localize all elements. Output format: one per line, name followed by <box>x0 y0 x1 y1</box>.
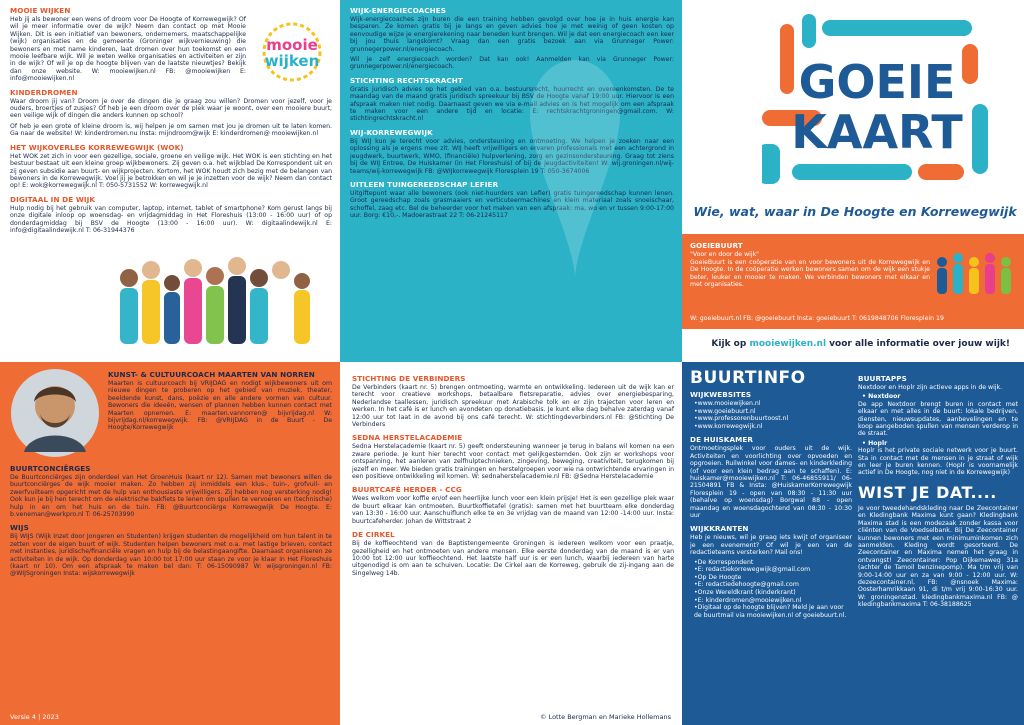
kinderdromen-text-1: Waar droom jij van? Droom je over de dingen die je graag zou willen? Dromen voor jezelf, voor je ouders, broertjes of zusjes? Of heb je een droom over de plek waar je woont, over een mooiere buurt, een veilige wijk of dingen die anders kunnen op school? <box>10 97 332 120</box>
nextdoor-label: • Nextdoor <box>862 393 901 401</box>
tuingereedschap-text: Uitgiftepunt waar alle bewoners (ook niet-huurders van Lefier) gratis tuingereedschap kunnen lenen. Groot gereedschap zoals grasmaaiers en verticuteermachines en klein materiaal zoals snoeischaar, schoffel, zaag etc. Bel de beheerder voor het maken van een afspraak: ma, wo en vr tussen 9:00-17:00 uur. Borg: €10,-. Madoerastraat 22 T: 06-21245117 <box>350 189 674 220</box>
energiecoaches-text-1: Wijk-energiecoaches zijn buren die een training hebben gevolgd over hoe je in huis energie kan besparen. Ze komen gratis bij je langs en geven advies hoe je met weinig of geen kosten op eenvoudige wijze je energierekening naar beneden kunt brengen. Wil je dat een energiecoach een keer bij jou thuis langskomt? Vraag dan een gratis bezoek aan via Grunneger Power: grunnegerpower.nl/energiecoach. <box>350 16 674 53</box>
krant-item: • Digitaal op de hoogte blijven? Meld je aan voor de buurtmail via mooiewijken.nl of goeiebuurt.nl. <box>694 604 852 619</box>
wijs-text: Bij WIJS (Wijk Inzet door Jongeren en Studenten) krijgen studenten de mogelijkheid om hun talent in te zetten voor de eigen buurt of wijk. Studenten helpen bewoners met o.a. met lastige brieven, contact met instanties, juridische/financiële vragen en hulp bij de belastingaangifte. Daarnaast organiseren ze activiteiten in de wijk. Op donderdag van 10:00 tot 17:00 uur staan ze voor je klaar in Het Floreshuis (kaart nr 10). Om een afspraak te maken bel dan: T: 06-15090987 W: wijsgroningen.nl FB: @WIJSgroningen Insta: wijskorrewegwijk <box>10 533 332 578</box>
goeie-kaart-logo <box>762 14 1002 194</box>
digitaal-text: Hulp nodig bij het gebruik van computer, laptop, internet, tablet of smartphone? Kom gerust langs bij onze digitale inloop op woensdag- en vrijdagmiddag in Het Floreshuis (13:00 - 16:00 uur) of op donderdagmiddag bij BSV de Hoogte (13:00 - 16:00 uur). W: digitaalindewijk.nl E: info@digitaalindewijk.nl T: 06-31944376 <box>10 204 332 234</box>
wijkkranten-text: Heb je nieuws, wil je graag iets kwijt of organiseer je een evenement? Of wil je een van de redactieteams versterken? Mail ons! <box>690 534 852 557</box>
goeiebuurt-box <box>682 234 1024 329</box>
sedna-text: Sedna Herstelacademie (kaart nr. 5) geeft ondersteuning wanneer je terug in balans wil komen na een zware periode. Je kunt hier terecht voor contact met gelijkgestemden. Ook zijn er workshops voor ontspanning, het aanleren van zelfhulptechnieken, zingeving, beweging, creativiteit, terugkomen bij jezelf en meer. We bieden gratis trainingen en herstelgroepen voor wie na ontwrichtende ervaringen in een positieve ontwikkeling wil komen. W: sednaherstelacademie.nl FB: @Sedna Herstelacademie <box>352 443 674 481</box>
cirkel-text: Bij de koffieochtend van de Baptistengemeente Groningen is iedereen welkom voor een praatje, gezelligheid en het ontmoeten van andere mensen. Elke eerste donderdag van de maand is er van 10:00 tot 12:00 uur koffieochtend. Het laatste half uur is er een lunch, waarbij iedereen van harte uitgenodigd is om aan te schuiven. Locatie: De Cirkel aan de Korreweg, gebruik de zij-ingang aan de Singelweg 14b. <box>352 540 674 577</box>
krant-item: • Op De Hoogte <box>694 574 852 582</box>
rechtskracht-text: Gratis juridisch advies op het gebied van o.a. bestuursrecht, huurrecht en overeenkomsten. De te maandag van de maand gratis juridisch spreekuur bij BSV de Hoogte vanaf 19:00 uur. Hiervoor is een afspraak maken niet nodig. Daarnaast geven we via e-mail advies en is het mogelijk om een afspraak te maken voor een andere tijd en locatie: E: rechtskrachtgroningen@gmail.com. W: stichtingrechtskracht.nl <box>350 85 674 123</box>
goeiebuurt-text: GoeieBuurt is een coöperatie van en voor bewoners uit de Korrewegwijk en De Hoogte. In de coöperatie werken bewoners samen om de wijk een stukje beter, leuker en mooier te maken. We verbinden bewoners met elkaar en met organisaties. <box>690 259 930 289</box>
hoplr-label-text: Hoplr <box>868 439 888 447</box>
logo-goeie: GOEIE <box>798 55 956 109</box>
nextdoor-text: De app Nextdoor brengt buren in contact met elkaar en met alles in de buurt: lokale bedrijven, diensten, nieuwsupdates, aanbevelingen en te koop aangeboden spullen van mensen verderop in de straat. <box>858 400 1018 438</box>
buurtinfo-title: BUURTINFO <box>690 368 806 388</box>
cirkel-title: DE CIRKEL <box>352 530 395 540</box>
people-group-illustration <box>932 248 1018 308</box>
logo-text-wijken: wijken <box>264 52 320 70</box>
tagline: Wie, wat, waar in De Hoogte en Korrewegwijk <box>693 204 1017 219</box>
website-link[interactable]: • www.korrewegwijk.nl <box>694 423 852 431</box>
wijkwebsites-title: WIJKWEBSITES <box>690 390 752 399</box>
buurtapps-title: BUURTAPPS <box>858 374 907 383</box>
digitaal-title: DIGITAAL IN DE WIJK <box>10 194 96 204</box>
krant-item: • E: redactiedehoogte@gmail.com <box>694 581 852 589</box>
kijk-pre: Kijk op <box>711 339 750 349</box>
wij-korrewegwijk-title: WIJ-KORREWEGWIJK <box>350 127 433 137</box>
wist-je-dat-title: WIST JE DAT.... <box>858 482 997 502</box>
mooie-wijken-logo <box>252 18 332 86</box>
buurtcafe-text: Wees welkom voor koffie en/of een heerlijke lunch voor een klein prijsje! Het is een gezellige plek waar de buurt elkaar kan ontmoeten. Buurtkoffietafel (gratis): samen met het buurtteam elke donderdag van 13:30 - 16:00 uur. Aanschuiflunch elke te en 3e vrijdag van de maand van 12:00 -14:00 uur. Insta: buurtcafeherder. Johan de Wittstraat 2 <box>352 495 674 525</box>
panel-bottom-right <box>682 362 1024 725</box>
wijkwebsites-list <box>694 400 852 430</box>
hoplr-label: • Hoplr <box>862 439 888 447</box>
website-link[interactable]: • www.mooiewijken.nl <box>694 400 852 408</box>
map-pin-watermark-icon <box>530 60 620 280</box>
cultuurcoach-text: Maarten is cultuurcoach bij VRIJDAG en nodigt wijkbewoners uit om nieuwe dingen te proberen op het gebied van muziek, theater, beeldende kunst, dans, poëzie en alle andere vormen van cultuur. Bewoners die ideeën, wensen of plannen hebben kunnen contact met Maarten opnemen. E: maarten.vannorren@ bijvrijdag.nl W: bijvrijdag.nl/korrewegwijk. FB: @VRIJDAG in de Buurt - De Hoogte/Korrewegwijk <box>108 380 332 432</box>
tuingereedschap-title: UITLEEN TUINGEREEDSCHAP LEFIER <box>350 179 499 189</box>
krant-item: • Onze Wereldkrant (kinderkrant) <box>694 589 852 597</box>
website-link[interactable]: • www.professorenbuurtoost.nl <box>694 415 852 423</box>
rechtskracht-title: STICHTING RECHTSKRACHT <box>350 75 463 85</box>
energiecoaches-text-2: Wil je zelf energiecoach worden? Dat kan ook! Aanmelden kan via Grunneger Power: grunnegerpower.nl/energiecoach. <box>350 56 674 71</box>
mooiewijken-link[interactable]: mooiewijken.nl <box>749 339 827 349</box>
nextdoor-label-text: Nextdoor <box>868 393 901 401</box>
mooie-wijken-title: MOOIE WIJKEN <box>10 6 71 15</box>
goeiebuurt-title: GOEIEBUURT <box>690 241 743 250</box>
kinderdromen-text-2: Of heb je een grote of kleine droom is, wij helpen je om samen met jou je dromen uit te laten komen. Ga naar de website! W: kinderdromen.nu Insta: mijndroom@wijk E: kinderdromen@ mooiewijken.nl <box>10 122 332 138</box>
panel-top-middle <box>340 0 682 362</box>
wist-je-dat-text: Je voor tweedehandskleding naar De Zeecontainer en Kledingbank Maxima kunt gaan? Kledingbank Maxima stad is een modezaak zonder kassa voor cliënten van de Voedselbank. Bij De Zeecontainer kunnen bewoners met een minimuminkomen zich aanmelden. Kleding wordt gesorteerd. De Zeecontainer en Maxima nemen het graag in ontvangst! Zeecontainer: Pop Dijkemaweg 31a (achter de Tamoil benzinepomp). Ma t/m vrij van 9:00-14:00 uur en za van 9:00 - 12:00 uur. W: dezeecontainer.nl, FB: @nsnoek Maxima: Oosterhamrikkaan 91, di t/m vrij 9:00-16:30 uur. W: groningenstad. kledingbankmaxima.nl FB: @ kledingbankmaxima T: 06-38188625 <box>858 504 1018 609</box>
logo-kaart: KAART <box>791 105 963 159</box>
krant-item: • De Korrespondent <box>694 559 852 567</box>
buurtcafe-title: BUURTCAFÉ HERDER - CCG <box>352 485 462 495</box>
wijkkranten-list <box>694 559 852 620</box>
version-label: Versie 4 | 2023 <box>10 713 59 721</box>
goeiebuurt-subtitle: "Voor en door de wijk" <box>690 251 760 258</box>
wijkkranten-title: WIJKKRANTEN <box>690 524 749 534</box>
sedna-title: SEDNA HERSTELACADEMIE <box>352 433 463 443</box>
buurtconcierges-title: BUURTCONCIËRGES <box>10 464 91 473</box>
hoplr-text: Hoplr is het private sociale netwerk voor je buurt. Sta in contact met de mensen in je straat of wijk en leer je buren kennen. (Hoplr is voornamelijk actief in De Hoogte, nog niet in de Korrewegwijk) <box>858 447 1018 477</box>
kijk-op-banner <box>682 339 1024 349</box>
verbinders-text: De Verbinders (kaart nr. 5) brengen ontmoeting, warmte en ontwikkeling. Iedereen uit de wijk kan er terecht voor creatieve workshops, betaalbare fietsreparatie, advies over energiebesparing, Nederlandse taallessen, juridisch spreekuur met Arabische tolk en er zijn trajecten voor leren en werken. In het café is er lunch en avondeten op donatiebasis. Je kunt elke dag behalve zaterdag vanaf 12:00 uur tot laat in de avond bij ons café terecht. W: stichtingdeverbinders.nl FB: @Stichting De Verbinders <box>352 384 674 429</box>
wok-text: Het WOK zet zich in voor een gezellige, sociale, groene en veilige wijk. Het WOK is een stichting en het bestuur bestaat uit een kleine groep wijkbewoners. Zij geven o.a. het wijkblad De Korrespondent uit en zij geven subsidie aan buurt- en wijkprojecten. Kortom, het WOK houdt zich bezig met de belangen van bewoners in de Korrewegwijk. Voel jij je betrokken en wil je je inzetten voor de wijk? Neem dan contact op! E: wok@korrewegwijk.nl T: 050-5731552 W: korrewegwijk.nl <box>10 152 332 190</box>
krant-item: • E: kinderdromen@mooiewijken.nl <box>694 597 852 605</box>
kijk-post: voor alle informatie over jouw wijk! <box>826 339 1010 349</box>
mooie-wijken-text: Heb jij als bewoner een wens of droom voor De Hoogte of Korrewegwijk? Of wil je meer informatie over de wijk? Neem dan contact op met Mooie Wijken. Dit is een initiatief van bewoners, ondernemers, maatschappelijke (wijk) organisaties en de gemeente (Groninger wijkvernieuwing) die bewoners en met name kinderen, laat dromen over hun toekomst en een mooie leefbare wijk. Wil je weten welke organisaties en activiteiten er zijn in de wijk? Of wil je op de hoogte blijven van de laatste nieuwtjes? Bekijk dan onze website. W: mooiewijken.nl FB: @mooiewijken E: info@mooiewijken.nl <box>10 16 246 83</box>
krant-item: • E: redactiekorrewegwijk@gmail.com <box>694 566 852 574</box>
panel-bottom-middle <box>340 362 682 725</box>
energiecoaches-title: WIJK-ENERGIECOACHES <box>350 6 447 15</box>
huiskamer-text: Ontmoetingsplek voor ouders uit de wijk. Activiteiten en voorlichting over opvoeden en opgroeien. Ruilwinkel voor dames- en kinderkleding (of voor een klein bedrag aan te schaffen). E: huiskamer@mooiewijken.nl T: 06-46855911/ 06-21504891 FB & Insta: @HuiskamerKorrewegwijk Floresplein 19 - open van 08:30 - 11:30 uur (behalve op woensdag) Borgwal 88 - open maandag en woensdagochtend van 08:30 - 10:30 uur <box>690 445 852 520</box>
logo-text-mooie: mooie <box>266 36 318 54</box>
wok-title: HET WIJKOVERLEG KORREWEGWIJK (WOK) <box>10 142 184 152</box>
crowd-illustration <box>120 228 330 356</box>
buurtapps-text: Nextdoor en Hoplr zijn actieve apps in de wijk. <box>858 384 1003 391</box>
cultuurcoach-title: KUNST- & CULTUURCOACH MAARTEN VAN NORREN <box>108 370 315 379</box>
huiskamer-title: DE HUISKAMER <box>690 435 754 445</box>
credit-text: © Lotte Bergman en Marieke Hollemans <box>540 713 672 721</box>
wijs-title: WIJS <box>10 523 29 533</box>
panel-bottom-left <box>0 362 340 725</box>
portrait-photo <box>10 368 100 458</box>
buurtinfo-column-2 <box>858 372 1018 614</box>
verbinders-title: STICHTING DE VERBINDERS <box>352 374 466 383</box>
goeiebuurt-contact: W: goeiebuurt.nl FB: @goeiebuurt Insta: goeiebuurt T: 0619848706 Floresplein 19 <box>690 315 944 322</box>
buurtconcierges-text: De Buurtconciërges zijn onderdeel van Het GroenHuis (kaart nr 12). Samen met bewoners willen de buurtconciërges de wijk mooier maken. Zo hebben zij inmiddels een klus-, tuin-, grofvuil- en zwerfvuilteam opgericht met de hulp van enthousiaste vrijwilligers. Zij hebben nog versterking nodig! Ook kun je bij hen terecht om de elektrische bakfiets te lenen om spullen te vervoeren en (technische) hulp in en om het huis en de tuin. FB: @Buurtconciërge Korrewegwijk De Hoogte. E: b.veneman@werkpro.nl T: 06-25703990 <box>10 474 332 519</box>
website-link[interactable]: • www.goeiebuurt.nl <box>694 408 852 416</box>
buurtinfo-column-1 <box>690 368 852 624</box>
kinderdromen-title: KINDERDROMEN <box>10 87 78 97</box>
wij-korrewegwijk-text: Bij WIJ kun je terecht voor advies, ondersteuning en ontmoeting. We helpen je zoeken naar een oplossing als je ergens mee zit. WIJ heeft vrijwilligers en ervaren professionals met een achtergrond in jeugdwerk, buurtwerk, WMO, (financiële) hulpverlening, zorg en gezinsondersteuning. Graag tot ziens bij de WIJ Entree, De Huiskamer (in Het Floreshuis) of bij de jeugdactiviteiten! W: wij.groningen.nl/wij-teams/wij-korrewegwijk FB: @WIJkorrewegwijk Floresplein 19 T: 050-3674006 <box>350 137 674 175</box>
